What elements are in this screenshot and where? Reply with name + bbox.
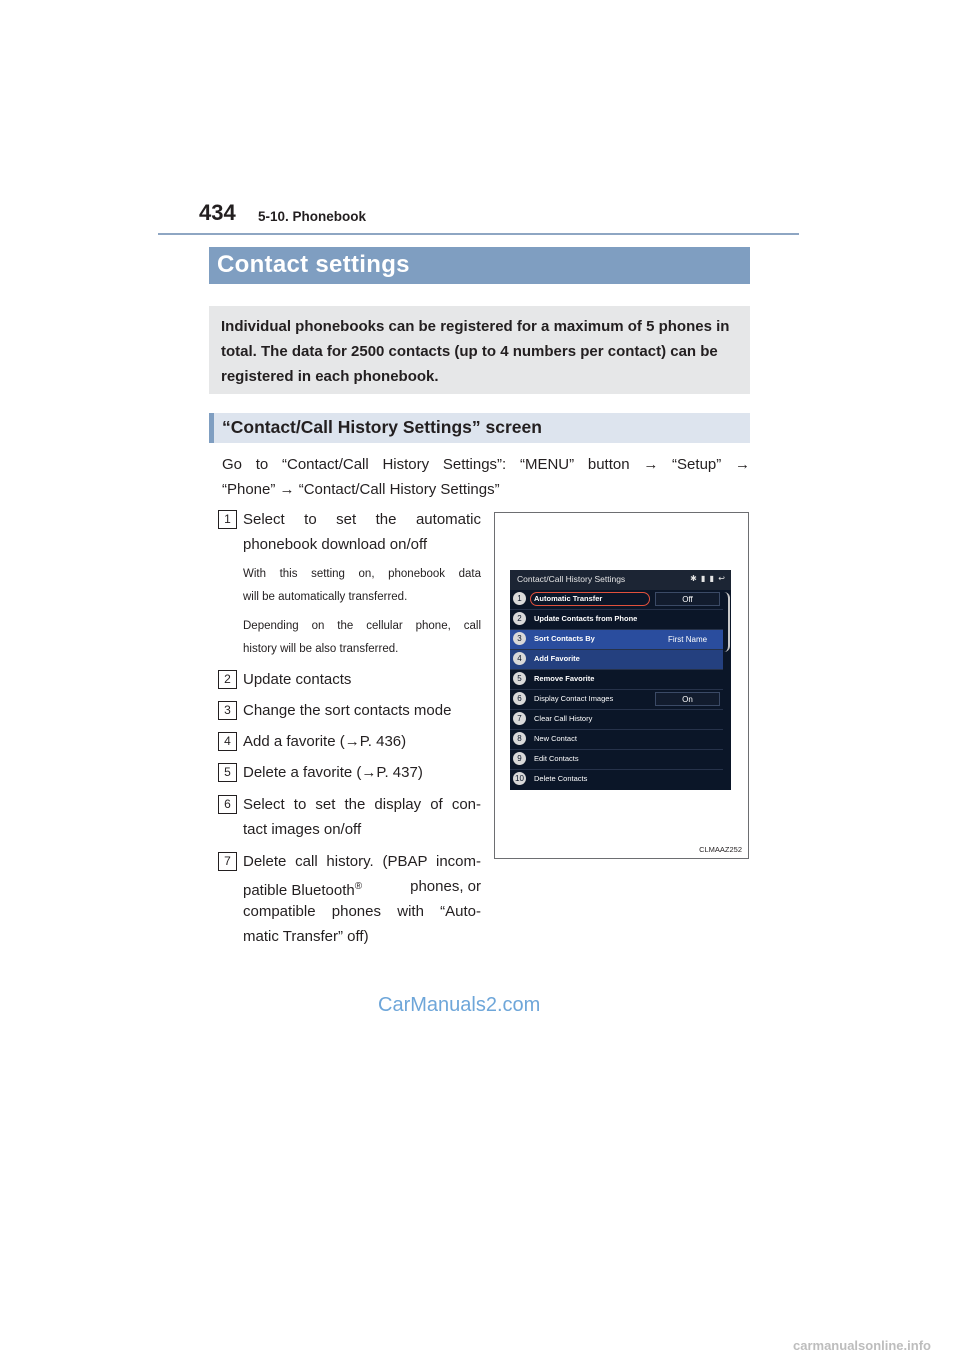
list-item-7-line-1: Delete call history. (PBAP incom- <box>243 853 481 870</box>
row-label: Edit Contacts <box>534 754 579 763</box>
row-label: Update Contacts from Phone <box>534 614 638 623</box>
setting-row-sort-contacts[interactable] <box>510 630 723 650</box>
row-number: 9 <box>513 752 526 765</box>
row-number: 1 <box>513 592 526 605</box>
setting-row-edit-contacts[interactable] <box>510 750 723 770</box>
callout-number: 5 <box>218 763 237 782</box>
page-title: Contact settings <box>217 251 410 278</box>
setting-row-update-contacts[interactable] <box>510 610 723 630</box>
watermark: CarManuals2.com <box>378 994 541 1016</box>
row-number: 3 <box>513 632 526 645</box>
screen-header <box>510 570 731 590</box>
row-number: 10 <box>513 772 526 785</box>
setting-row-new-contact[interactable] <box>510 730 723 750</box>
list-item-7-line-3: compatible phones with “Auto- <box>243 903 481 920</box>
row-number: 8 <box>513 732 526 745</box>
row-label: Remove Favorite <box>534 674 595 683</box>
navigation-path <box>222 452 750 502</box>
note-1-line-1: With this setting on, phonebook data <box>243 568 481 580</box>
row-number: 4 <box>513 652 526 665</box>
setting-row-display-contact-images[interactable] <box>510 690 723 710</box>
list-item-6-line-2: tact images on/off <box>243 821 362 838</box>
status-icons: ✱ ▮ ▮ ↩ <box>690 574 726 583</box>
navigation-line-2: “Phone” → “Contact/Call History Settings” <box>222 481 500 498</box>
callout-number: 2 <box>218 670 237 689</box>
intro-box <box>209 306 750 394</box>
list-item-1-line-2: phonebook download on/off <box>243 536 428 553</box>
display-screen <box>510 570 731 790</box>
setting-row-clear-call-history[interactable] <box>510 710 723 730</box>
scroll-indicator[interactable] <box>724 592 730 652</box>
row-label: Add Favorite <box>534 654 580 663</box>
list-item-7-line-2-tail: phones, or <box>410 878 481 895</box>
setting-row-delete-contacts[interactable] <box>510 770 723 789</box>
row-value: Off <box>655 592 720 606</box>
bluetooth-text: patible Bluetooth <box>243 882 355 899</box>
list-item-1-line-1: Select to set the automatic <box>243 511 481 528</box>
title-bar <box>209 247 750 284</box>
setting-row-automatic-transfer[interactable] <box>510 590 723 610</box>
row-value: On <box>655 692 720 706</box>
callout-number: 1 <box>218 510 237 529</box>
row-number: 7 <box>513 712 526 725</box>
list-item-5: Delete a favorite (→P. 437) <box>243 764 423 781</box>
callout-number: 3 <box>218 701 237 720</box>
list-item-4: Add a favorite (→P. 436) <box>243 733 407 750</box>
callout-number: 6 <box>218 795 237 814</box>
screen-illustration <box>494 512 749 859</box>
subsection-title: “Contact/Call History Settings” screen <box>222 417 542 437</box>
note-2-line-1: Depending on the cellular phone, call <box>243 620 481 632</box>
setting-row-add-favorite[interactable] <box>510 650 723 670</box>
row-number: 2 <box>513 612 526 625</box>
note-2-line-2: history will be also transferred. <box>243 643 399 655</box>
navigation-line-1: Go to “Contact/Call History Settings”: “MENU” button → “Setup” → <box>222 456 750 473</box>
row-label: Sort Contacts By <box>534 634 595 643</box>
subsection-header <box>209 413 750 443</box>
screen-title: Contact/Call History Settings <box>517 574 626 584</box>
callout-number: 4 <box>218 732 237 751</box>
row-label: Delete Contacts <box>534 774 588 783</box>
page-number: 434 <box>199 200 236 225</box>
section-label: 5-10. Phonebook <box>258 209 367 224</box>
list-item-3: Change the sort contacts mode <box>243 702 452 719</box>
row-number: 6 <box>513 692 526 705</box>
list-item-2: Update contacts <box>243 671 352 688</box>
subsection-accent <box>209 413 214 443</box>
image-code: CLMAAZ252 <box>699 845 742 854</box>
note-1-line-2: will be automatically transferred. <box>243 591 408 603</box>
footer-watermark: carmanualsonline.info <box>793 1338 931 1353</box>
registered-mark: ® <box>354 881 363 892</box>
row-value: First Name <box>667 635 708 644</box>
list-item-6-line-1: Select to set the display of con- <box>243 796 481 813</box>
row-label: Automatic Transfer <box>534 594 603 603</box>
intro-text: Individual phonebooks can be registered for a maximum of 5 phones in total. The data for 2500 contacts (up to 4 numbers per contact) can be registered in each phonebook. <box>221 318 730 385</box>
list-item-7-line-4: matic Transfer” off) <box>243 928 369 945</box>
header-rule <box>158 233 799 235</box>
row-label: Clear Call History <box>534 714 593 723</box>
setting-row-remove-favorite[interactable] <box>510 670 723 690</box>
row-number: 5 <box>513 672 526 685</box>
row-label: Display Contact Images <box>534 694 614 703</box>
row-label: New Contact <box>534 734 577 743</box>
callout-number: 7 <box>218 852 237 871</box>
